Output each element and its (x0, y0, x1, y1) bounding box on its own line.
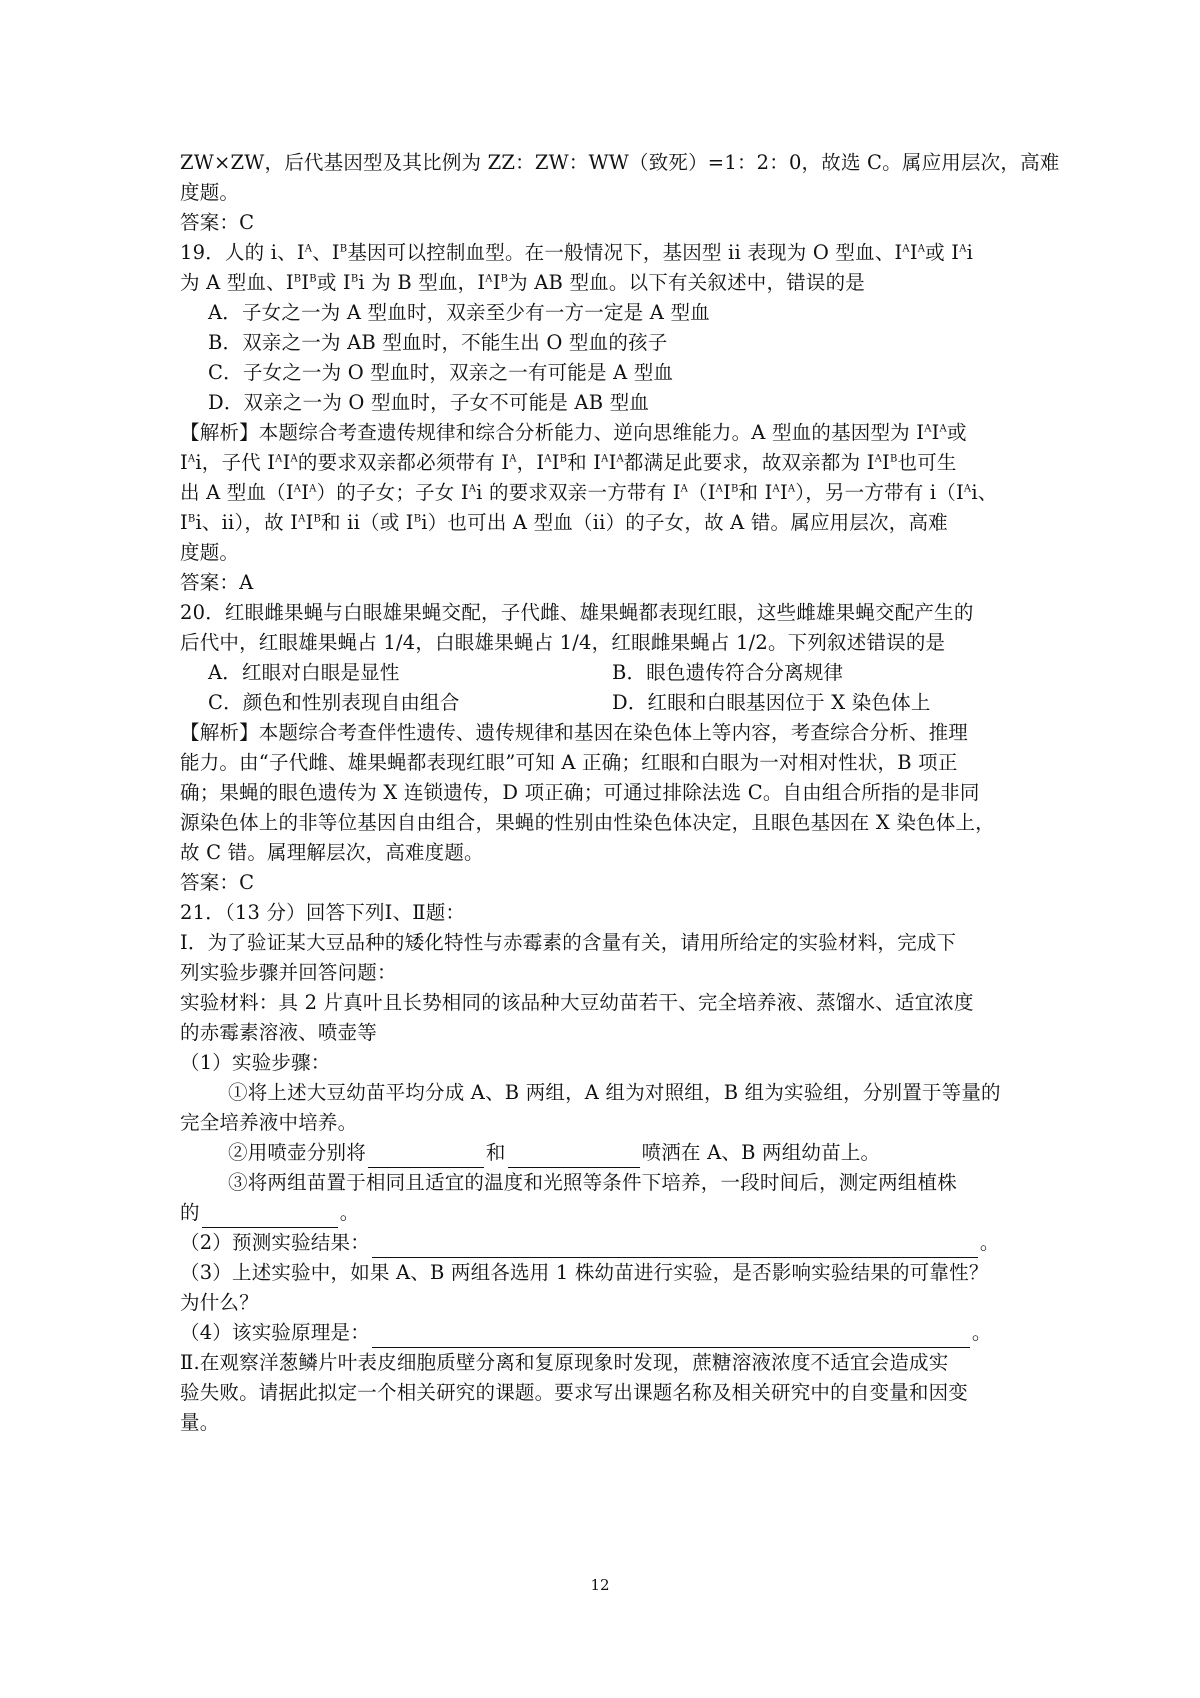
q21-part1-line: 列实验步骤并回答问题： (180, 961, 397, 984)
q20-stem-line: 20．红眼雌果蝇与白眼雄果蝇交配，子代雌、雄果蝇都表现红眼，这些雌雄果蝇交配产生的 (180, 601, 974, 624)
q21-part2-line: 量。 (180, 1411, 220, 1434)
q21-materials-line: 的赤霉素溶液、喷壶等 (180, 1021, 378, 1044)
q20-options-row (180, 688, 1030, 718)
q20-explanation-line: 能力。由“子代雌、雄果蝇都表现红眼”可知 A 正确；红眼和白眼为一对相对性状，B 项正 (180, 751, 958, 774)
q21-step1-line: 完全培养液中培养。 (180, 1111, 358, 1134)
q20-option-b: B．眼色遗传符合分离规律 (612, 661, 844, 684)
q18-explanation-line: 度题。 (180, 181, 240, 204)
q19-explanation-line: $I^Ai$，子代 $I^AI^A$的要求双亲都必须带有 $I^A$，$I^AI^B$和 $I^AI^A$都满足此要求，故双亲都为 $I^AI^B$也可生 (180, 451, 957, 474)
q21-step2-line: ②用喷壶分别将 和 喷洒在 A、B 两组幼苗上。 (180, 1138, 1030, 1168)
q18-answer: 答案：C (180, 211, 255, 234)
q20-answer: 答案：C (180, 871, 255, 894)
q20-explanation-line: 【解析】本题综合考查伴性遗传、遗传规律和基因在染色体上等内容，考查综合分析、推理 (180, 721, 969, 744)
q21-step3-line: ③将两组苗置于相同且适宜的温度和光照等条件下培养，一段时间后，测定两组植株 (228, 1171, 957, 1194)
q20-explanation-line: 故 C 错。属理解层次，高难度题。 (180, 841, 484, 864)
answer-blank[interactable] (368, 1147, 484, 1168)
document-page (180, 148, 1060, 1438)
page-number: 12 (590, 1576, 610, 1594)
answer-blank[interactable] (372, 1327, 970, 1348)
q21-sub2-line: （2）预测实验结果： 。 (180, 1228, 1030, 1258)
q21-part2-line: Ⅱ.在观察洋葱鳞片叶表皮细胞质壁分离和复原现象时发现，蔗糖溶液浓度不适宜会造成实 (180, 1351, 949, 1374)
answer-blank[interactable] (372, 1237, 978, 1258)
q19-explanation-line: 出 A 型血$(I^AI^A)$的子女；子女 $I^Ai$ 的要求双亲一方带有 $I^A(I^AI^B$和 $I^AI^A$），另一方带有 $i(I^Ai$、 (180, 481, 998, 504)
q18-explanation-line: ZW×ZW，后代基因型及其比例为 ZZ：ZW：WW（致死）=1：2：0，故选 C。属应用层次，高难 (180, 151, 1060, 174)
q20-stem-line: 后代中，红眼雄果蝇占 1/4，白眼雄果蝇占 1/4，红眼雌果蝇占 1/2。下列叙述错误的是 (180, 631, 946, 654)
q20-explanation-line: 确；果蝇的眼色遗传为 X 连锁遗传，D 项正确；可通过排除法选 C。自由组合所指的是非同 (180, 781, 980, 804)
q19-option-b: B．双亲之一为 AB 型血时，不能生出 O 型血的孩子 (208, 331, 668, 354)
q19-explanation-line: 【解析】本题综合考查遗传规律和综合分析能力、逆向思维能力。A 型血的基因型为 $I^AI^A$或 (180, 421, 967, 444)
q19-explanation-line: 度题。 (180, 541, 240, 564)
answer-blank[interactable] (508, 1147, 640, 1168)
q21-materials-line: 实验材料：具 2 片真叶且长势相同的该品种大豆幼苗若干、完全培养液、蒸馏水、适宜浓度 (180, 991, 974, 1014)
q21-sub4-line: （4）该实验原理是： 。 (180, 1318, 1030, 1348)
q20-options-row (180, 658, 1030, 688)
q19-stem-line: 为 A 型血、$I^BI^B$或 $I^Bi$ 为 B 型血，$I^AI^B$为 AB 型血。以下有关叙述中，错误的是 (180, 271, 865, 294)
q19-answer: 答案：A (180, 571, 254, 594)
q21-title: 21．（13 分）回答下列Ⅰ、Ⅱ题： (180, 901, 466, 924)
q20-option-c: C．颜色和性别表现自由组合 (208, 691, 460, 714)
q21-step1-line: ①将上述大豆幼苗平均分成 A、B 两组，A 组为对照组，B 组为实验组，分别置于等量的 (228, 1081, 1001, 1104)
q21-step3-line: 的 。 (180, 1198, 1030, 1228)
q19-option-d: D．双亲之一为 O 型血时，子女不可能是 AB 型血 (208, 391, 650, 414)
q20-option-a: A．红眼对白眼是显性 (208, 661, 400, 684)
q21-part2-line: 验失败。请据此拟定一个相关研究的课题。要求写出课题名称及相关研究中的自变量和因变 (180, 1381, 969, 1404)
q21-sub3-line: 为什么？ (180, 1291, 259, 1314)
answer-blank[interactable] (202, 1207, 338, 1228)
q21-part1-line: Ⅰ．为了验证某大豆品种的矮化特性与赤霉素的含量有关，请用所给定的实验材料，完成下 (180, 931, 957, 954)
q19-explanation-line: $I^Bi$、ii），故 $I^AI^B$和 ii（或 $I^Bi$）也可出 A 型血（ii）的子女，故 A 错。属应用层次，高难 (180, 511, 948, 534)
q20-option-d: D．红眼和白眼基因位于 X 染色体上 (612, 691, 931, 714)
q19-option-c: C．子女之一为 O 型血时，双亲之一有可能是 A 型血 (208, 361, 674, 384)
q19-stem-line: 19．人的 i、$I^A$、$I^B$基因可以控制血型。在一般情况下，基因型 ii 表现为 O 型血、$I^AI^A$或 $I^Ai$ (180, 241, 974, 264)
q21-sub3-line: （3）上述实验中，如果 A、B 两组各选用 1 株幼苗进行实验，是否影响实验结果的可靠性？ (180, 1261, 989, 1284)
q21-sub1-heading: （1）实验步骤： (180, 1051, 331, 1074)
q20-explanation-line: 源染色体上的非等位基因自由组合，果蝇的性别由性染色体决定，且眼色基因在 X 染色体上， (180, 811, 995, 834)
q19-option-a: A．子女之一为 A 型血时，双亲至少有一方一定是 A 型血 (208, 301, 710, 324)
